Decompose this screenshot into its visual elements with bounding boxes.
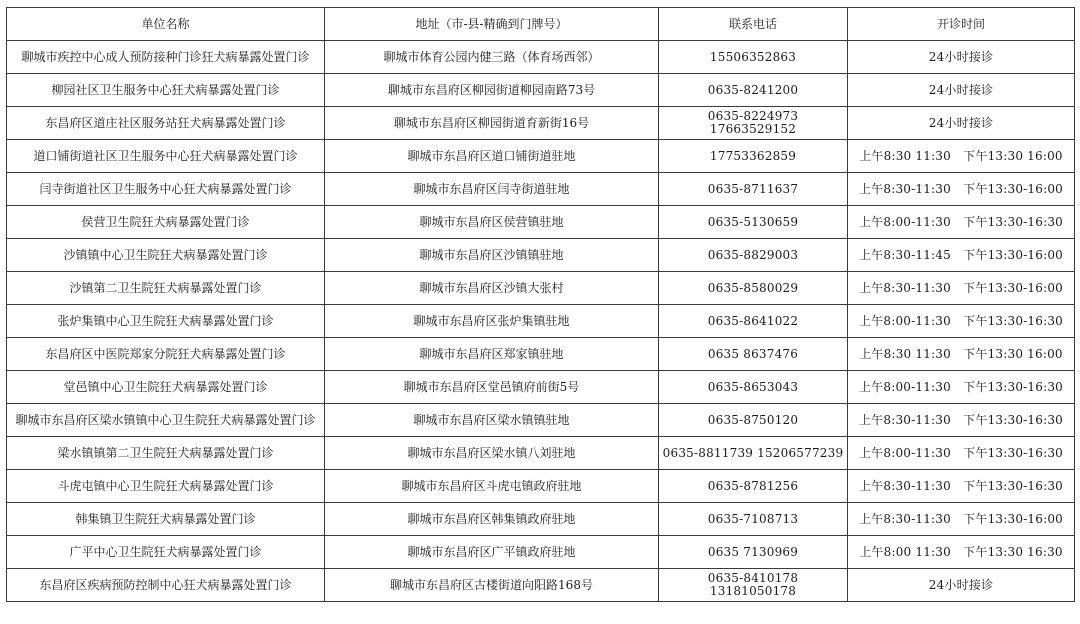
cell-address: 聊城市东昌府区道口铺街道驻地 (325, 140, 659, 173)
table-row (7, 41, 1075, 74)
cell-phone: 17753362859 (659, 140, 848, 173)
header-unit-name: 单位名称 (7, 8, 325, 41)
cell-name: 道口铺街道社区卫生服务中心狂犬病暴露处置门诊 (7, 140, 325, 173)
cell-phone: 15506352863 (659, 41, 848, 74)
cell-address: 聊城市东昌府区沙镇大张村 (325, 272, 659, 305)
cell-name: 斗虎屯镇中心卫生院狂犬病暴露处置门诊 (7, 470, 325, 503)
cell-hours: 上午8:00 11:30 下午13:30 16:30 (848, 536, 1075, 569)
cell-address: 聊城市东昌府区郑家镇驻地 (325, 338, 659, 371)
cell-phone: 0635-8580029 (659, 272, 848, 305)
header-phone: 联系电话 (659, 8, 848, 41)
cell-address: 聊城市东昌府区斗虎屯镇政府驻地 (325, 470, 659, 503)
cell-name: 沙镇镇中心卫生院狂犬病暴露处置门诊 (7, 239, 325, 272)
cell-address: 聊城市东昌府区韩集镇政府驻地 (325, 503, 659, 536)
cell-phone: 0635-8811739 15206577239 (659, 437, 848, 470)
cell-phone: 0635-8711637 (659, 173, 848, 206)
cell-phone: 0635-7108713 (659, 503, 848, 536)
cell-hours: 上午8:00-11:30 下午13:30-16:30 (848, 371, 1075, 404)
cell-hours: 上午8:00-11:30 下午13:30-16:30 (848, 206, 1075, 239)
cell-hours: 上午8:30-11:30 下午13:30-16:30 (848, 404, 1075, 437)
cell-hours: 上午8:00-11:30 下午13:30-16:30 (848, 305, 1075, 338)
cell-address: 聊城市东昌府区堂邑镇府前街5号 (325, 371, 659, 404)
cell-address: 聊城市东昌府区广平镇政府驻地 (325, 536, 659, 569)
rabies-clinic-table (6, 7, 1075, 602)
cell-name: 张炉集镇中心卫生院狂犬病暴露处置门诊 (7, 305, 325, 338)
cell-hours: 上午8:30 11:30 下午13:30 16:00 (848, 140, 1075, 173)
cell-name: 聊城市东昌府区梁水镇镇中心卫生院狂犬病暴露处置门诊 (7, 404, 325, 437)
cell-phone: 0635-8241200 (659, 74, 848, 107)
table-row (7, 140, 1075, 173)
cell-name: 侯营卫生院狂犬病暴露处置门诊 (7, 206, 325, 239)
cell-phone: 0635-8410178 13181050178 (659, 569, 848, 602)
cell-hours: 24小时接诊 (848, 74, 1075, 107)
cell-phone: 0635 7130969 (659, 536, 848, 569)
cell-address: 聊城市东昌府区柳园街道育新街16号 (325, 107, 659, 140)
table-row (7, 239, 1075, 272)
cell-name: 闫寺街道社区卫生服务中心狂犬病暴露处置门诊 (7, 173, 325, 206)
cell-name: 堂邑镇中心卫生院狂犬病暴露处置门诊 (7, 371, 325, 404)
table-row (7, 404, 1075, 437)
table-body (7, 41, 1075, 602)
cell-hours: 上午8:30-11:30 下午13:30-16:00 (848, 173, 1075, 206)
cell-phone: 0635-8641022 (659, 305, 848, 338)
cell-phone: 0635-5130659 (659, 206, 848, 239)
cell-name: 广平中心卫生院狂犬病暴露处置门诊 (7, 536, 325, 569)
cell-name: 东昌府区中医院郑家分院狂犬病暴露处置门诊 (7, 338, 325, 371)
table-row (7, 272, 1075, 305)
table-row (7, 437, 1075, 470)
table-row (7, 338, 1075, 371)
cell-hours: 24小时接诊 (848, 41, 1075, 74)
cell-hours: 上午8:30-11:30 下午13:30-16:00 (848, 503, 1075, 536)
table-row (7, 173, 1075, 206)
table-row (7, 206, 1075, 239)
cell-name: 韩集镇卫生院狂犬病暴露处置门诊 (7, 503, 325, 536)
cell-address: 聊城市东昌府区沙镇镇驻地 (325, 239, 659, 272)
header-address: 地址（市-县-精确到门牌号） (325, 8, 659, 41)
cell-address: 聊城市东昌府区闫寺街道驻地 (325, 173, 659, 206)
table-row (7, 503, 1075, 536)
cell-address: 聊城市体育公园内健三路（体育场西邻） (325, 41, 659, 74)
cell-name: 沙镇第二卫生院狂犬病暴露处置门诊 (7, 272, 325, 305)
cell-address: 聊城市东昌府区古楼街道向阳路168号 (325, 569, 659, 602)
cell-phone: 0635-8224973 17663529152 (659, 107, 848, 140)
cell-hours: 24小时接诊 (848, 107, 1075, 140)
table-row (7, 305, 1075, 338)
cell-name: 聊城市疾控中心成人预防接种门诊狂犬病暴露处置门诊 (7, 41, 325, 74)
cell-name: 梁水镇镇第二卫生院狂犬病暴露处置门诊 (7, 437, 325, 470)
table-row (7, 371, 1075, 404)
table-header-row (7, 8, 1075, 41)
table-row (7, 470, 1075, 503)
cell-address: 聊城市东昌府区梁水镇八刘驻地 (325, 437, 659, 470)
cell-hours: 上午8:30 11:30 下午13:30 16:00 (848, 338, 1075, 371)
cell-phone: 0635-8829003 (659, 239, 848, 272)
cell-phone: 0635 8637476 (659, 338, 848, 371)
clinic-table-container (6, 7, 1074, 602)
table-row (7, 569, 1075, 602)
cell-hours: 24小时接诊 (848, 569, 1075, 602)
cell-address: 聊城市东昌府区柳园街道柳园南路73号 (325, 74, 659, 107)
cell-address: 聊城市东昌府区侯营镇驻地 (325, 206, 659, 239)
cell-address: 聊城市东昌府区梁水镇镇驻地 (325, 404, 659, 437)
cell-hours: 上午8:30-11:30 下午13:30-16:30 (848, 470, 1075, 503)
table-row (7, 107, 1075, 140)
cell-name: 柳园社区卫生服务中心狂犬病暴露处置门诊 (7, 74, 325, 107)
cell-phone: 0635-8750120 (659, 404, 848, 437)
cell-hours: 上午8:30-11:45 下午13:30-16:00 (848, 239, 1075, 272)
header-hours: 开诊时间 (848, 8, 1075, 41)
cell-hours: 上午8:00-11:30 下午13:30-16:30 (848, 437, 1075, 470)
cell-name: 东昌府区道庄社区服务站狂犬病暴露处置门诊 (7, 107, 325, 140)
cell-hours: 上午8:30-11:30 下午13:30-16:00 (848, 272, 1075, 305)
table-row (7, 536, 1075, 569)
cell-name: 东昌府区疾病预防控制中心狂犬病暴露处置门诊 (7, 569, 325, 602)
cell-phone: 0635-8781256 (659, 470, 848, 503)
cell-phone: 0635-8653043 (659, 371, 848, 404)
cell-address: 聊城市东昌府区张炉集镇驻地 (325, 305, 659, 338)
table-row (7, 74, 1075, 107)
